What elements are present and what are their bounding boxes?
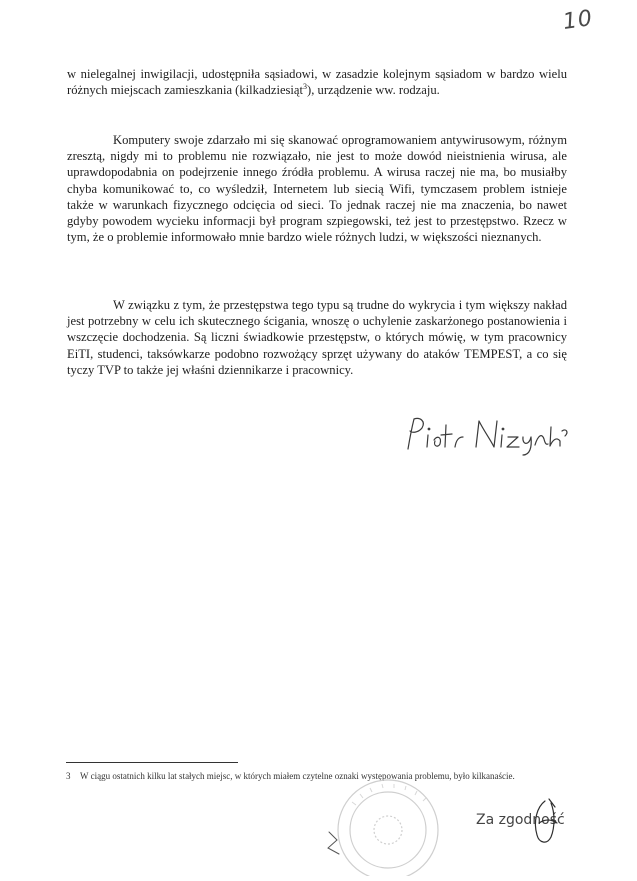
handwritten-signature — [402, 413, 572, 462]
footnote-rule — [66, 762, 238, 763]
certification-scribble — [515, 795, 575, 851]
official-stamp — [322, 772, 454, 881]
page-number: 10 — [561, 6, 595, 35]
paragraph-1-text: w nielegalnej inwigilacji, udostępniła sąsiadowi, w zasadzie kolejnym sąsiadom w bardzo wielu różnych miejscach zamieszkania (kilkadziesiąt — [67, 67, 567, 98]
paragraph-2: Komputery swoje zdarzało mi się skanować oprogramowaniem antywirusowym, różnym zresztą, nigdy mi to problemu nie rozwiązało, nie jest to może dowód nieistnienia wirusa, ale uprawdopodabnia on podejrzenie innego źródła problemu. A wirusa raczej nie ma, bo musiałby chyba komunikować to, co wyśledził, Internetem lub siecią Wifi, tymczasem problem istnieje także w warunkach fizycznego odcięcia od sieci. To jednak raczej nie ma znaczenia, bo nawet gdyby powodem wycieku informacji był program szpiegowski, też jest to przestępstwo. Rzecz w tym, że o problemie informowało mnie bardzo wiele różnych ludzi, w większości nieznanych. — [67, 133, 567, 245]
certification-signature — [515, 795, 575, 856]
paragraph-1 — [67, 66, 567, 98]
paragraph-1-text-end: ), urządzenie ww. rodzaju. — [307, 83, 440, 98]
footnote-text: W ciągu ostatnich kilku lat stałych miejsc, w których miałem czytelne oznaki występowania problemu, było kilkanaście. — [80, 771, 515, 781]
margin-scribble — [325, 830, 345, 856]
footnote-number: 3 — [66, 771, 71, 781]
handwritten-mark — [325, 830, 345, 861]
signature-scribble — [402, 413, 572, 457]
footnote-reference: 3 — [303, 82, 308, 92]
paragraph-3: W związku z tym, że przestępstwa tego typu są trudne do wykrycia i tym większy nakład jest potrzebny w celu ich skutecznego ścigania, wnoszę o uchylenie zaskarżonego postanowienia i wszczęcie dochodzenia. Są liczni świadkowie przestępstw, o których mówię, w tym pracownicy EiTI, studenci, taksówkarze podobno rozwożący sprzęt używany do ataków TEMPEST, a co się tyczy TVP to także jej właśni dziennikarze i pracownicy. — [67, 298, 567, 377]
certification-stamp-text: Za zgodność — [476, 812, 565, 828]
footnote — [66, 770, 536, 782]
